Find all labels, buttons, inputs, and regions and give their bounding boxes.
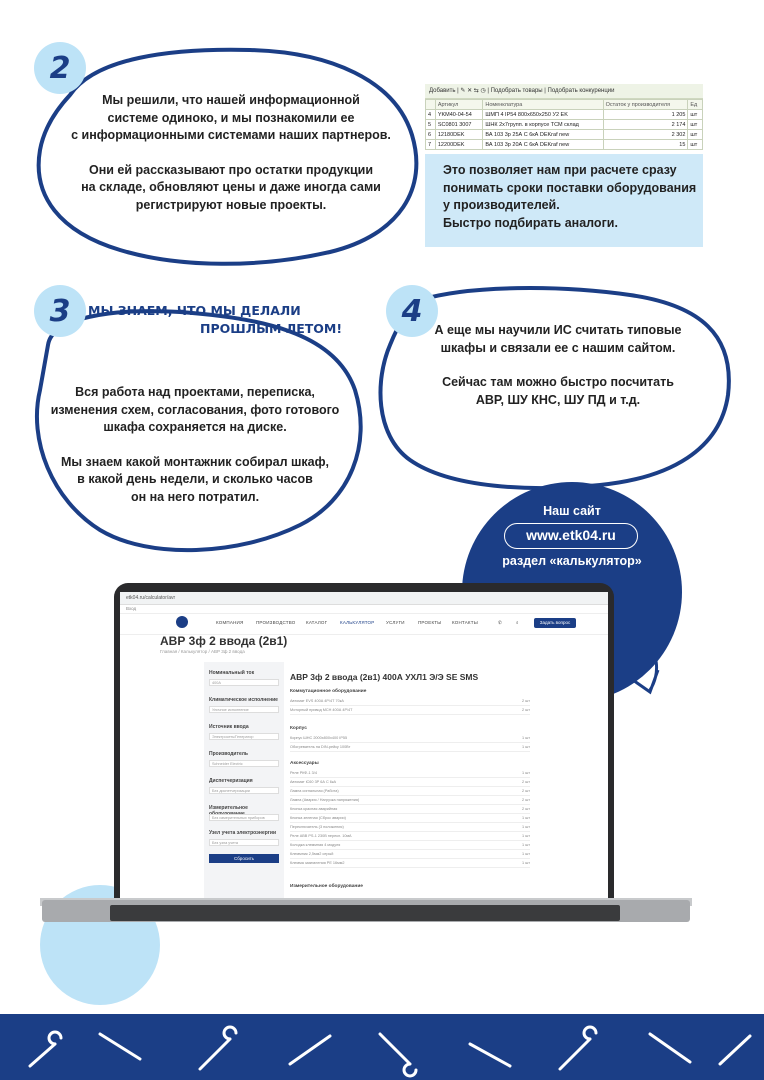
search-icon[interactable]: ⌕ [516,620,519,625]
erp-screenshot [425,84,703,247]
screenshot-caption: Это позволяет нам при расчете сразу понимать сроки поставки оборудования у производителей. Быстро подбирать аналоги. [425,154,703,247]
table-row: 6 12180DEK ВА 103 3р 25А С 6кА DEKraf new 2 302 шт [426,130,703,140]
block-2-text: Мы решили, что нашей информационной системе одиноко, и мы познакомили ее с информационными системами наших партнеров. Они ей рассказывают про остатки продукции на складе, обновляют цены и даже иногда сами регистрируют новые проекты. [71,93,391,212]
site-section: раздел «калькулятор» [502,554,642,568]
block-3-heading-line1: МЫ ЗНАЕМ, ЧТО МЫ ДЕЛАЛИ [88,303,301,318]
wrench-icon [200,1027,236,1069]
list-item: Реле РКФ-1 3/4 1 шт [290,769,530,778]
nav-item-services[interactable]: УСЛУГИ [386,620,405,625]
list-item: Обогреватель на DIN-рейку 100Вт 1 шт [290,743,530,752]
erp-table: Артикул Номенклатура Остаток у производителя Ед 4 YKM40-04-54 ШМП 4 IP54 800х650х250 У2 EK 1 205 шт 5 SC0801 3007 ШНК 2х7групп. в корпусе ТСМ склад 2 174 шт 6 12180DEK ВА 103 3р 25А С 6кА DEKraf new 2 302 шт 7 12200DEK ВА 103 3р 20А С 6кА DEKraf new 15 шт [425,99,703,150]
nav-item-company[interactable]: КОМПАНИЯ [216,620,244,625]
tools-pattern [0,1014,764,1080]
filter-select[interactable]: Без измерительных приборов [209,814,279,821]
laptop-screen: etk04.ru/calculator/avr Вход КОМПАНИЯ ПРОИЗВОДСТВО КАТАЛОГ КАЛЬКУЛЯТОР УСЛУГИ ПРОЕКТЫ КОНТАКТЫ ✆ ⌕ Задать вопрос АВР 3ф 2 ввода (2в1) Главная / Калькулятор / АВР 3ф 2 ввода Номинальный ток 400А Климатическое исполнение Уличное исполнение Источник ввода Электросеть/Генератор Производитель Schneider Electric Диспетчеризация Без диспетчеризации Измерительное Без измерительных приборов Узел учета электроэнергии Без узла учета Сбросить АВР 3ф 2 ввода (2в1) 400А УХЛ1 Э/Э SE SMS Коммутационное оборудование Автомат EVS 400А 4Р/4Т 70кА 2 шт Моторный привод MCH 400А 4Р/4Т 2 шт Корпус Корпус ШНС 2000х800х400 IP55 1 шт Обогреватель на DIN-рейку 100Вт 1 шт Аксессуары Реле РКФ-1 3/4 1 шт Автомат iC60 3Р 6А С 6кА 2 шт Лампа сигнальная (Работа) 2 шт Лампа (Авария / Нагрузка напряжения) 2 шт Кнопка красная аварийная 2 шт Кнопка зеленая (Сброс аварии) 1 шт Переключатель (3 положения) 1 шт Реле ABB PS-1 230В перекл. 10мА 1 шт Колодка клеммная 4 модуля 1 шт Клеммник 2,5мм2 серый 1 шт Клемма заземления PE 16мм2 1 шт Измерительное оборудование [120,592,608,898]
block-3-text: Вся работа над проектами, переписка, изменения схем, согласования, фото готового шкафа сохраняется на диске. Мы знаем какой монтажник собирал шкаф, в какой день недели, и сколько часов он на него потратил. [50,385,340,504]
list-item: Моторный привод MCH 400А 4Р/4Т 2 шт [290,706,530,715]
list-item: Корпус ШНС 2000х800х400 IP55 1 шт [290,734,530,743]
block-4-text: А еще мы научили ИС считать типовые шкафы и связали ее с нашим сайтом. Сейчас там можно быстро посчитать АВР, ШУ КНС, ШУ ПД и т.д. [434,323,682,407]
laptop-keyboard [110,905,620,921]
wrench-icon [560,1027,596,1069]
wrench-icon [720,1036,750,1064]
page-title: АВР 3ф 2 ввода (2в1) [160,634,288,648]
nav-item-catalog[interactable]: КАТАЛОГ [306,620,328,625]
list-item: Переключатель (3 положения) 1 шт [290,823,530,832]
list-item: Клеммник 2,5мм2 серый 1 шт [290,850,530,859]
nav-item-calculator[interactable]: КАЛЬКУЛЯТОР [340,620,375,625]
list-item: Автомат iC60 3Р 6А С 6кА 2 шт [290,778,530,787]
step-4-badge: 4 [386,285,438,337]
site-label: Наш сайт [543,504,601,518]
list-item: Лампа (Авария / Нагрузка напряжения) 2 шт [290,796,530,805]
filter-select[interactable]: 400А [209,679,279,686]
screwdriver-icon [470,1044,510,1066]
browser-address-bar[interactable]: etk04.ru/calculator/avr [120,592,608,605]
wrench-icon [380,1034,416,1076]
spec-title: АВР 3ф 2 ввода (2в1) 400А УХЛ1 Э/Э SE SMS [290,672,479,682]
list-item: Колодка клеммная 4 модуля 1 шт [290,841,530,850]
filter-select[interactable]: Уличное исполнение [209,706,279,713]
step-2-badge: 2 [34,42,86,94]
site-url-link[interactable]: www.etk04.ru [504,523,638,549]
table-row: 4 YKM40-04-54 ШМП 4 IP54 800х650х250 У2 EK 1 205 шт [426,110,703,120]
table-row: 5 SC0801 3007 ШНК 2х7групп. в корпусе ТСМ склад 2 174 шт [426,120,703,130]
browser-tab[interactable]: Вход [120,605,608,614]
breadcrumb[interactable]: Главная / Калькулятор / АВР 3ф 2 ввода [160,649,245,654]
erp-toolbar: Добавить | ✎ ✕ ⇆ ◷ | Подобрать товары | Подобрать конкуренции [425,84,703,99]
list-item: Лампа сигнальная (Работа) 2 шт [290,787,530,796]
block-3-heading-line2: ПРОШЛЫМ ЛЕТОМ! [200,321,343,336]
list-item: Кнопка красная аварийная 2 шт [290,805,530,814]
nav-item-contacts[interactable]: КОНТАКТЫ [452,620,478,625]
bottom-tools-band [0,1014,764,1080]
phone-icon[interactable]: ✆ [498,620,502,625]
site-logo[interactable] [176,616,188,628]
filter-select[interactable]: Электросеть/Генератор [209,733,279,740]
site-nav [120,612,608,635]
screwdriver-icon [650,1034,690,1062]
nav-item-production[interactable]: ПРОИЗВОДСТВО [256,620,296,625]
wrench-icon [30,1032,61,1066]
filter-select[interactable]: Schneider Electric [209,760,279,767]
screwdriver-icon [290,1036,330,1064]
filter-select[interactable]: Без диспетчеризации [209,787,279,794]
step-3-badge: 3 [34,285,86,337]
list-item: Автомат EVS 400А 4Р/4Т 70кА 2 шт [290,697,530,706]
ask-question-button[interactable]: Задать вопрос [534,618,576,628]
nav-item-projects[interactable]: ПРОЕКТЫ [418,620,442,625]
filter-select[interactable]: Без узла учета [209,839,279,846]
list-item: Реле ABB PS-1 230В перекл. 10мА 1 шт [290,832,530,841]
list-item: Клемма заземления PE 16мм2 1 шт [290,859,530,868]
table-row: 7 12200DEK ВА 103 3р 20А С 6кА DEKraf new 15 шт [426,140,703,150]
list-item: Кнопка зеленая (Сброс аварии) 1 шт [290,814,530,823]
reset-filters-button[interactable]: Сбросить [209,854,279,863]
screwdriver-icon [100,1034,140,1059]
filter-panel: Номинальный ток 400А Климатическое исполнение Уличное исполнение Источник ввода Электросеть/Генератор Производитель Schneider Electric Диспетчеризация Без диспетчеризации Измерительное Без измерительных приборов Узел учета электроэнергии Без узла учета Сбросить [204,662,284,898]
